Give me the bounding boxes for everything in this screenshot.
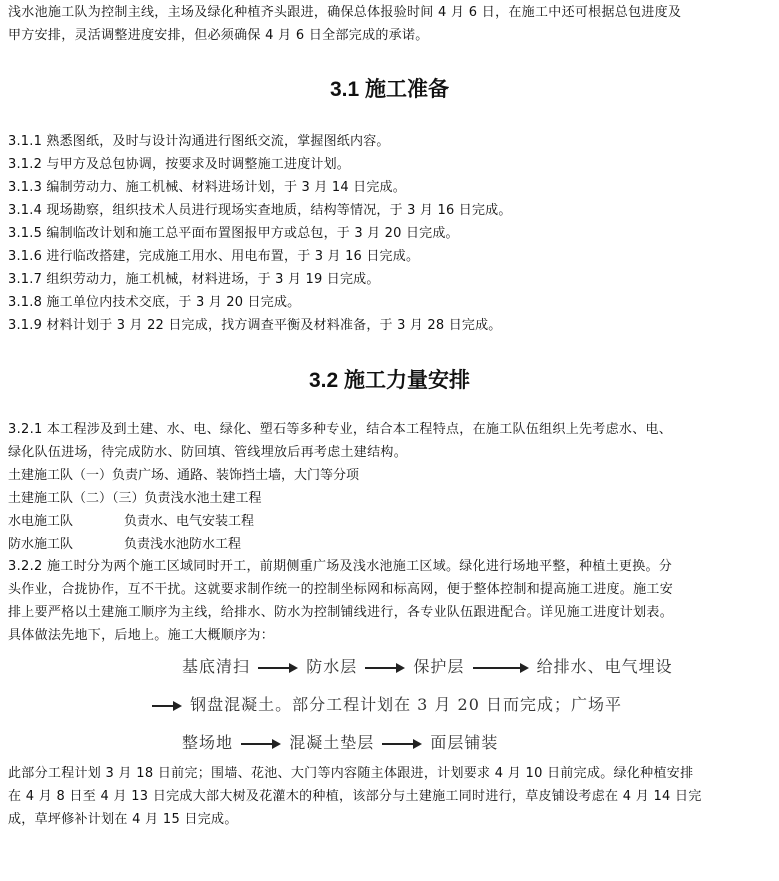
closing-line-3: 成，草坪修补计划在 4 月 15 日完成。 [8, 812, 238, 827]
closing-line-2: 在 4 月 8 日至 4 月 13 日完成大部大树及花灌木的种植，该部分与土建施工同时进行，草皮铺设考虑在 4 月 14 日完 [8, 789, 702, 804]
flow-row-3 [182, 730, 498, 753]
paragraph-3-2-2-line-2: 头作业，合拢协作，互不干扰。这就要求制作统一的控制坐标网和标高网，便于整体控制和提高施工进度。施工安 [8, 582, 674, 597]
arrow-right-icon [152, 701, 182, 711]
section-3-2-heading: 3.2 施工力量安排 [308, 369, 471, 392]
arrow-right-icon [473, 663, 529, 673]
list-item: 3.1.6 进行临改搭建，完成施工用水、用电布置，于 3 月 16 日完成。 [8, 249, 420, 264]
closing-line-1: 此部分工程计划 3 月 18 日前完；围墙、花池、大门等内容随主体跟进，计划要求 4 月 10 日前完成。绿化种植安排 [8, 766, 694, 781]
arrow-right-icon [258, 663, 298, 673]
arrow-right-icon [241, 739, 281, 749]
list-item: 3.1.9 材料计划于 3 月 22 日完成，找方调查平衡及材料准备，于 3 月 28 日完成。 [8, 318, 502, 333]
flow-step: 混凝土垫层 [289, 733, 375, 752]
list-item: 3.1.2 与甲方及总包协调，按要求及时调整施工进度计划。 [8, 157, 351, 172]
flow-step: 整场地 [182, 733, 234, 752]
team-4-name: 防水施工队 [8, 537, 74, 552]
arrow-right-icon [382, 739, 422, 749]
team-3-row [8, 510, 254, 533]
flow-step: 基底清扫 [182, 657, 251, 676]
flow-row-2-text: 钢盘混凝土。部分工程计划在 3 月 20 日而完成；广场平 [190, 695, 622, 714]
flow-row-2 [150, 692, 622, 715]
team-3-name: 水电施工队 [8, 514, 74, 529]
team-1-row: 土建施工队（一）负责广场、通路、装饰挡土墙，大门等分项 [8, 468, 360, 483]
list-item: 3.1.7 组织劳动力，施工机械，材料进场，于 3 月 19 日完成。 [8, 272, 380, 287]
paragraph-3-2-1-line-2: 绿化队伍进场，待完成防水、防回填、管线埋放后再考虑土建结构。 [8, 445, 408, 460]
paragraph-3-2-2-line-1: 3.2.2 施工时分为两个施工区域同时开工，前期侧重广场及浅水池施工区域。绿化进行场地平整，种植土更换。分 [8, 559, 673, 574]
paragraph-3-2-2-line-3: 排上要严格以土建施工顺序为主线，给排水、防水为控制铺线进行，各专业队伍跟进配合。详见施工进度计划表。 [8, 605, 674, 620]
intro-line-2: 甲方安排，灵活调整进度安排，但必须确保 4 月 6 日全部完成的承诺。 [8, 28, 429, 43]
flow-step: 给排水、电气埋设 [536, 657, 673, 676]
paragraph-3-2-1 [8, 419, 774, 465]
flow-step: 防水层 [306, 657, 358, 676]
construction-sequence-flow [150, 652, 673, 762]
arrow-right-icon [365, 663, 405, 673]
team-4-row [8, 533, 241, 556]
list-item: 3.1.5 编制临改计划和施工总平面布置图报甲方或总包，于 3 月 20 日完成。 [8, 226, 459, 241]
paragraph-3-2-1-line-1: 3.2.1 本工程涉及到土建、水、电、绿化、塑石等多种专业，结合本工程特点，在施工队伍组织上先考虑水、电、 [8, 422, 673, 437]
intro-line-1: 浅水池施工队为控制主线，主场及绿化种植齐头跟进，确保总体报验时间 4 月 6 日，在施工中还可根据总包进度及 [8, 5, 682, 20]
list-item: 3.1.4 现场勘察，组织技术人员进行现场实查地质，结构等情况，于 3 月 16 日完成。 [8, 203, 512, 218]
team-3-duty: 负责水、电气安装工程 [124, 514, 255, 529]
paragraph-3-2-2-line-4: 具体做法先地下，后地上。施工大概顺序为： [8, 628, 275, 643]
section-3-1-list [8, 130, 774, 337]
team-4-duty: 负责浅水池防水工程 [124, 537, 242, 552]
list-item: 3.1.1 熟悉图纸，及时与设计沟通进行图纸交流，掌握图纸内容。 [8, 134, 390, 149]
flow-step: 面层铺装 [430, 733, 499, 752]
flow-step: 保护层 [413, 657, 465, 676]
paragraph-3-2-2 [8, 556, 774, 648]
section-3-1-heading: 3.1 施工准备 [329, 78, 450, 101]
list-item: 3.1.3 编制劳动力、施工机械、材料进场计划，于 3 月 14 日完成。 [8, 180, 406, 195]
flow-row-1 [182, 654, 673, 677]
closing-paragraph [8, 763, 774, 832]
list-item: 3.1.8 施工单位内技术交底，于 3 月 20 日完成。 [8, 295, 301, 310]
team-2-row: 土建施工队（二）（三）负责浅水池土建工程 [8, 491, 262, 506]
intro-paragraph [8, 2, 774, 48]
